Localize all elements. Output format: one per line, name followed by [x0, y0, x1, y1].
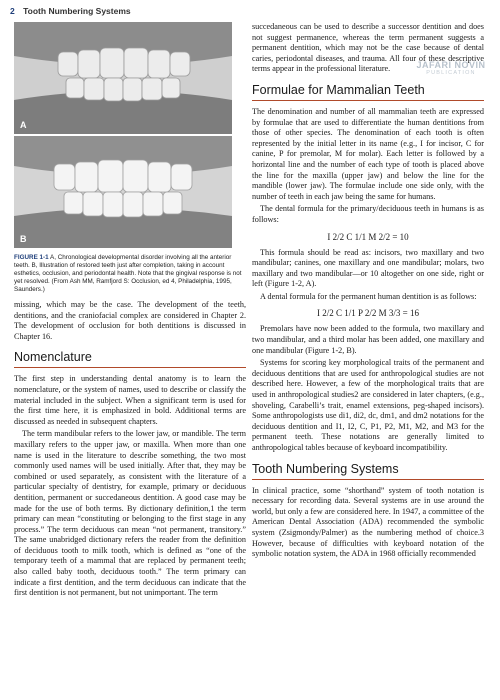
paragraph: Premolars have now been added to the formula, two maxillary and two mandibular, and a third molar has been added, one maxillary and one mandibular (Figure 1-2, B). [252, 324, 484, 355]
teeth-photo-b [14, 136, 232, 248]
section-heading-tooth-numbering: Tooth Numbering Systems [252, 462, 484, 480]
figure-caption-credit: (From Ash MM, Ramfjord S: Occlusion, ed 4, Philadelphia, 1995, Saunders.) [14, 278, 232, 293]
running-header [10, 6, 492, 20]
running-title: Tooth Numbering Systems [23, 6, 131, 16]
paragraph: This formula should be read as: incisors, two maxillary and two mandibular; canines, one maxillary and one mandibular; molars, two maxillary and two mandibular—or 10 altogether on one side, right or left (Figure 1-2, A). [252, 247, 484, 289]
figure-caption-text: A, Chronological developmental disorder involving all the anterior teeth. B, Illustration of restored teeth just after completion, taking in account esthetics, occlusion, and periodontal health. Note that the gingival response is not yet resolved. [14, 254, 242, 285]
figure-1-1 [14, 22, 232, 250]
figure-caption [14, 254, 246, 294]
paragraph: The dental formula for the primary/deciduous teeth in humans is as follows: [252, 204, 484, 224]
figure-caption-label: FIGURE 1-1 [14, 254, 49, 261]
paragraph: missing, which may be the case. The development of the teeth, dentitions, and the craniofacial complex are considered in Chapter 2. The development of occlusion for both dentitions is discussed in Chapter 16. [14, 300, 246, 341]
paragraph: The term mandibular refers to the lower jaw, or mandible. The term maxillary refers to the upper jaw, or maxilla. When more than one name is used in the literature to describe something, the two most commonly used names will be used initially. After that, they may be combined or used separately, as consistent with the literature of a particular specialty of dentistry, for example, primary or deciduous dentition, permanent or succedaneous dentition. A good case may be made for the use of both terms. By dictionary definition,1 the term primary can mean “constituting or belonging to the first stage in any process.” The term deciduous can mean “not permanent, transitory.” The same unabridged dictionary refers the reader from the definition of deciduous tooth to milk tooth, which is defined as “one of the temporary teeth of a mammal that are replaced by permanent teeth; also called baby tooth, deciduous tooth.” The term primary can indicate a first dentition, and the term deciduous can indicate that the first dentition is not permanent, but not unimportant. The term [14, 429, 246, 598]
paragraph: The first step in understanding dental anatomy is to learn the nomenclature, or the system of names, used to describe or classify the material included in the subject. When a significant term is used for the first time here, it is emphasized in bold. Additional terms are discussed as needed in subsequent chapters. [14, 374, 246, 426]
watermark-line1: JAFARI NOVIN [416, 60, 486, 70]
right-column [252, 22, 484, 562]
panel-b-label: B [20, 234, 27, 244]
panel-a-label: A [20, 120, 27, 130]
paragraph: The denomination and number of all mammalian teeth are expressed by formulae that are used to differentiate the human dentitions from those of other species. The denomination of each tooth is often represented by the initial letter in its name (e.g., I for incisor, C for canine, P for premolar, M for molar). Each letter is followed by a horizontal line and the number of each type of tooth is placed above the line for the maxilla (upper jaw) and below the line for the mandible (lower jaw). The formulae include one side only, with the number of teeth in each jaw being the same for humans. [252, 106, 484, 201]
paragraph: A dental formula for the permanent human dentition is as follows: [260, 291, 477, 301]
paragraph: In clinical practice, some “shorthand” system of tooth notation is necessary for recording data. Several systems are in use around the world, but only a few are considered here. In 1947, a committee of the American Dental Association (ADA) recommended the symbolic system (Zsigmondy/Palmer) as the numbering method of choice.3 However, because of difficulties with keyboard notation of the symbolic notation system, the ADA in 1968 officially recommended [252, 485, 484, 559]
dental-formula-permanent: I 2/2 C 1/1 P 2/2 M 3/3 = 16 [316, 308, 419, 319]
left-column [14, 22, 246, 601]
figure-panel-a [14, 22, 232, 134]
section-heading-formulae: Formulae for Mammalian Teeth [252, 83, 484, 101]
dental-formula-primary: I 2/2 C 1/1 M 2/2 = 10 [327, 231, 409, 242]
watermark-line2: PUBLICATION [426, 70, 476, 76]
section-heading-nomenclature: Nomenclature [14, 350, 246, 368]
teeth-photo-a [14, 22, 232, 134]
paragraph: succedaneous can be used to describe a successor dentition and does not suggest permanence, whereas the term permanent suggests a permanent dentition, which may not be the case because of dental caries, periodontal diseases, and trauma. All four of these descriptive terms appear in the professional literature. [252, 22, 484, 74]
paragraph: Systems for scoring key morphological traits of the permanent and deciduous dentitions that are used for anthropological studies are not described here. However, a few of the morphological traits that are used in anthropological studies2 are considered in later chapters, (e.g., shoveling, Carabelli’s trait, enamel extensions, peg-shaped incisors). Some anthropologists use di1, di2, dc, dm1, and dm2 notations for the deciduous dentition and I1, I2, C, P1, P2, M1, M2, and M3 for the permanent teeth. These notations are generally limited to anthropological tables because of keyboard incompatibility. [252, 358, 484, 452]
page-number: 2 [10, 6, 15, 16]
figure-panel-b [14, 136, 232, 248]
